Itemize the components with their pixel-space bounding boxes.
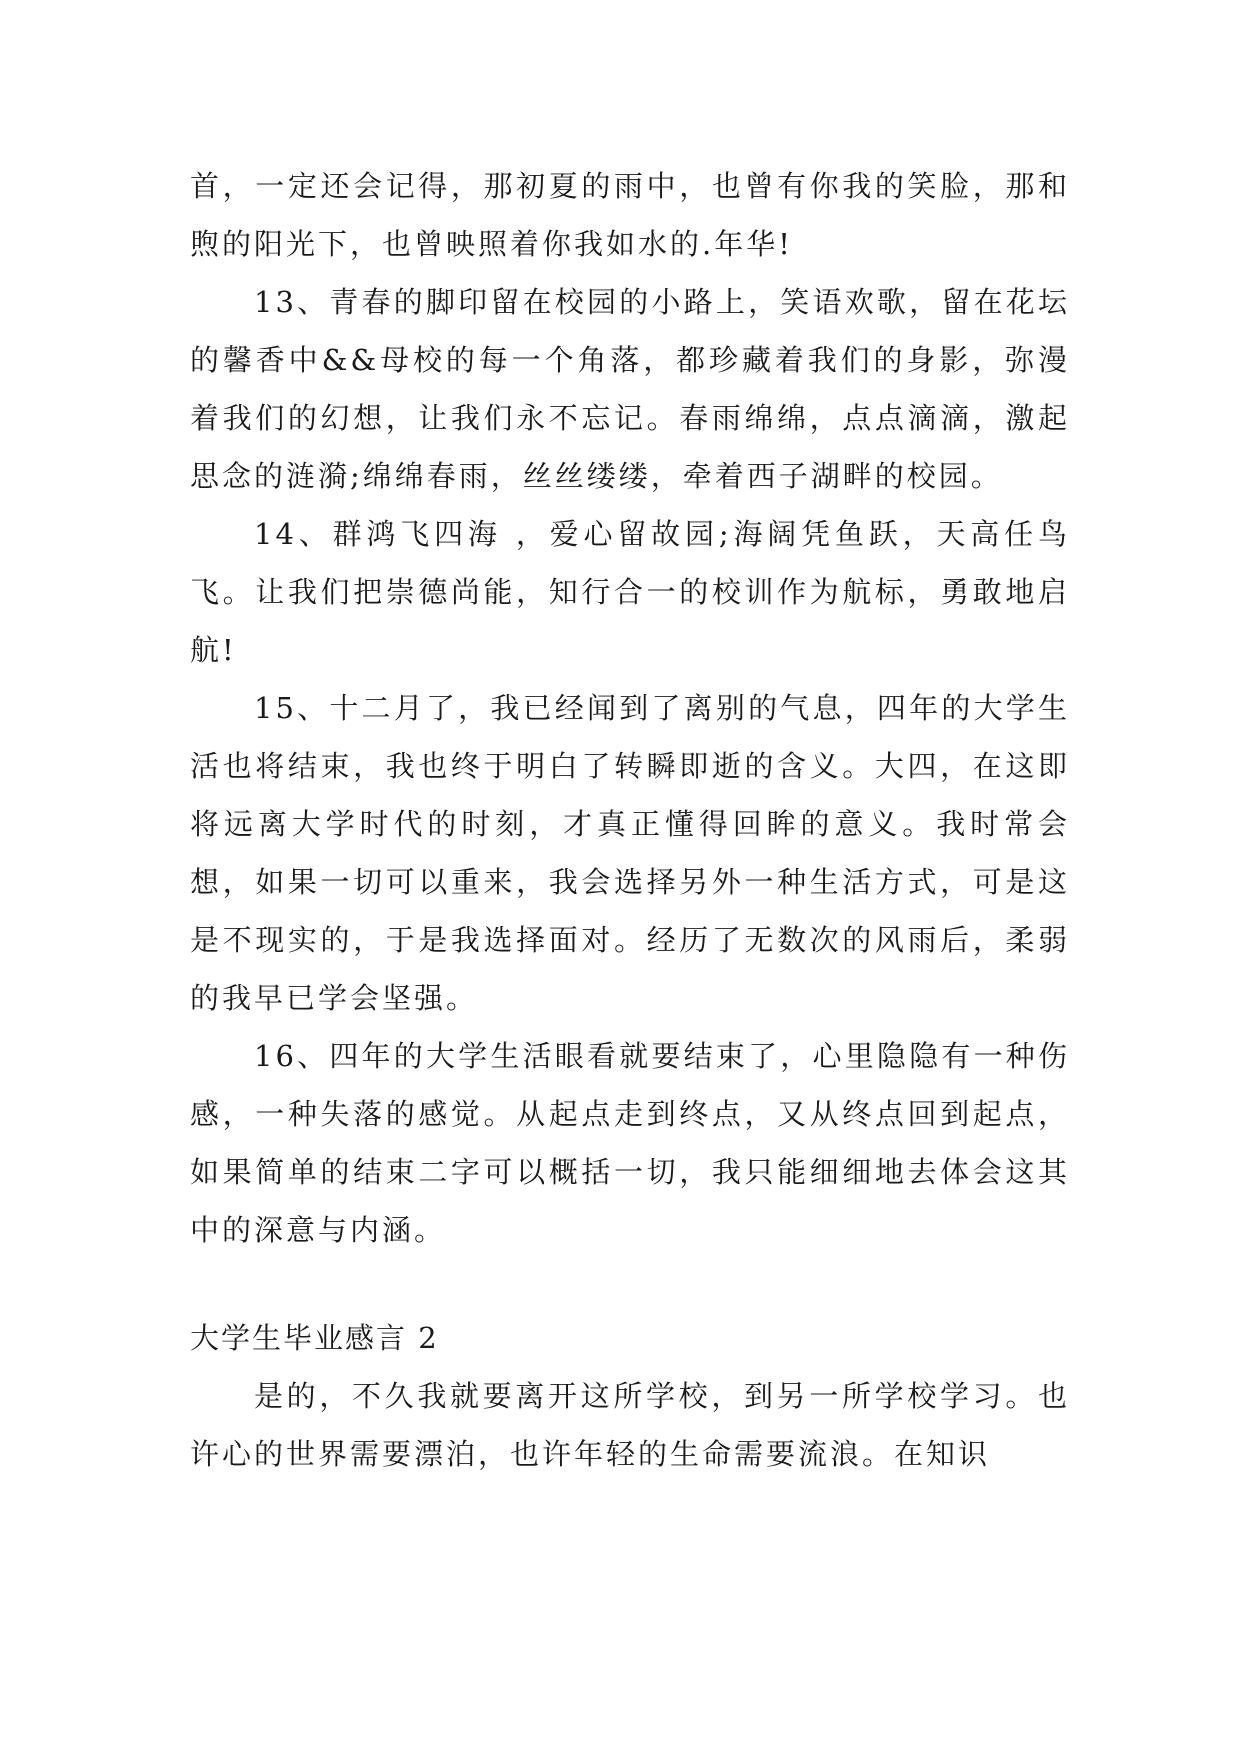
paragraph-15: 15、十二月了，我已经闻到了离别的气息，四年的大学生活也将结束，我也终于明白了转瞬即逝的含义。大四，在这即将远离大学时代的时刻，才真正懂得回眸的意义。我时常会想，如果一切可以重来，我会选择另外一种生活方式，可是这是不现实的，于是我选择面对。经历了无数次的风雨后，柔弱的我早已学会坚强。	[190, 691, 1070, 1015]
section-heading: 大学生毕业感言 2	[190, 1321, 439, 1355]
paragraph-14: 14、群鸿飞四海 ，爱心留故园;海阔凭鱼跃，天高任鸟飞。让我们把崇德尚能，知行合一的校训作为航标，勇敢地启航!	[190, 517, 1070, 667]
paragraph-16: 16、四年的大学生活眼看就要结束了，心里隐隐有一种伤感，一种失落的感觉。从起点走到终点，又从终点回到起点，如果简单的结束二字可以概括一切，我只能细细地去体会这其中的深意与内涵。	[190, 1039, 1070, 1247]
paragraph-13: 13、青春的脚印留在校园的小路上，笑语欢歌，留在花坛的馨香中&&母校的每一个角落，都珍藏着我们的身影，弥漫着我们的幻想，让我们永不忘记。春雨绵绵，点点滴滴，激起思念的涟漪;绵绵春雨，丝丝缕缕，牵着西子湖畔的校园。	[190, 285, 1070, 493]
document-body	[190, 157, 1070, 1483]
section-paragraph-1: 是的，不久我就要离开这所学校，到另一所学校学习。也许心的世界需要漂泊，也许年轻的生命需要流浪。在知识	[190, 1379, 1070, 1471]
paragraph-continuation: 首，一定还会记得，那初夏的雨中，也曾有你我的笑脸，那和煦的阳光下，也曾映照着你我如水的.年华!	[190, 169, 1070, 261]
